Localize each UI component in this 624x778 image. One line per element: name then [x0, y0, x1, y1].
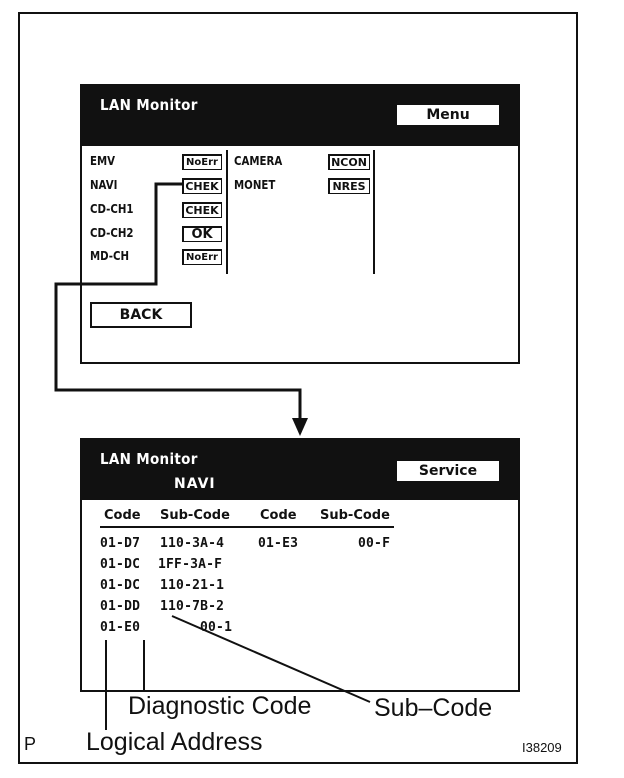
screen-subtitle: NAVI	[174, 476, 216, 492]
table-cell-sub-code: 110-3A-4	[160, 536, 225, 551]
table-cell-code: 01-E3	[258, 536, 299, 551]
status-badge-camera[interactable]: NCON	[328, 154, 370, 170]
table-cell-code: 01-DC	[100, 578, 141, 593]
status-badge-navi[interactable]: CHEK	[182, 178, 222, 194]
corner-label: P	[24, 734, 37, 754]
table-cell-sub-code: 00-1	[200, 620, 233, 635]
diagnostic-code-callout: Diagnostic Code	[128, 692, 312, 720]
status-badge-md-ch[interactable]: NoErr	[182, 249, 222, 265]
table-cell-sub-code: 00-F	[358, 536, 391, 551]
screen-title: LAN Monitor	[100, 96, 198, 114]
table-cell-code: 01-DC	[100, 557, 141, 572]
device-label-md-ch: MD-CH	[90, 249, 130, 263]
screen-title: LAN Monitor	[100, 450, 198, 468]
back-button[interactable]: BACK	[90, 302, 192, 328]
table-cell-code: 01-D7	[100, 536, 141, 551]
status-badge-emv[interactable]: NoErr	[182, 154, 222, 170]
navi-connector-line	[56, 184, 300, 420]
arrow-head	[292, 418, 308, 436]
status-badge-cd-ch1[interactable]: CHEK	[182, 202, 222, 218]
figure-id: I38209	[522, 740, 562, 755]
table-cell-code: 01-E0	[100, 620, 141, 635]
table-cell-code: 01-DD	[100, 599, 141, 614]
column-header-sub-code: Sub-Code	[160, 508, 230, 523]
table-cell-sub-code: 1FF-3A-F	[158, 557, 223, 572]
column-header-sub-code: Sub-Code	[320, 508, 390, 523]
logical-address-callout: Logical Address	[86, 728, 263, 756]
menu-button[interactable]: Menu	[396, 104, 500, 126]
device-label-monet: MONET	[234, 178, 276, 192]
status-badge-cd-ch2[interactable]: OK	[182, 226, 222, 242]
service-button[interactable]: Service	[396, 460, 500, 482]
device-label-cd-ch2: CD-CH2	[90, 226, 134, 240]
device-label-navi: NAVI	[90, 178, 118, 192]
sub-code-callout: Sub–Code	[374, 694, 493, 722]
column-header-code: Code	[260, 508, 297, 523]
column-header-code: Code	[104, 508, 141, 523]
sub-code-leader	[172, 616, 370, 702]
device-label-camera: CAMERA	[234, 154, 283, 168]
table-cell-sub-code: 110-7B-2	[160, 599, 225, 614]
device-label-emv: EMV	[90, 154, 116, 168]
device-label-cd-ch1: CD-CH1	[90, 202, 134, 216]
status-badge-monet[interactable]: NRES	[328, 178, 370, 194]
table-cell-sub-code: 110-21-1	[160, 578, 225, 593]
